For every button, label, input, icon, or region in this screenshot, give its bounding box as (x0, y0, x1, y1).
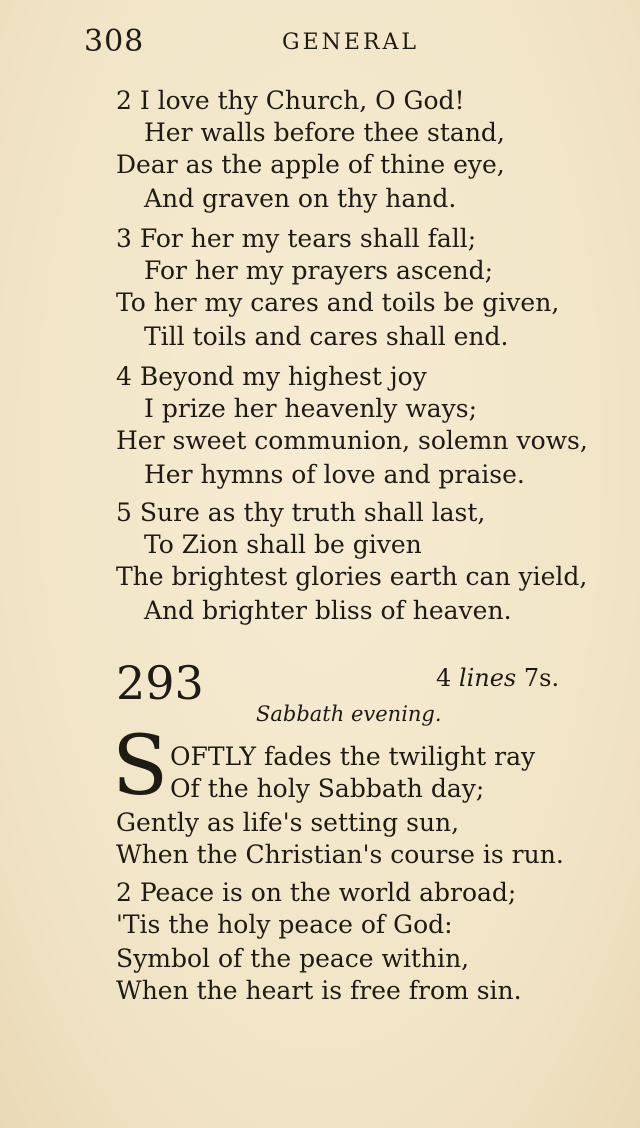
verse-line: Her sweet communion, solemn vows, (116, 426, 588, 455)
verse-line: 2 I love thy Church, O God! (116, 86, 465, 115)
verse-line: 3 For her my tears shall fall; (116, 224, 477, 253)
hymn-meter (436, 664, 559, 692)
verse-line: 'Tis the holy peace of God: (116, 910, 453, 939)
running-head: GENERAL (282, 30, 420, 55)
verse-line: Her walls before thee stand, (144, 118, 505, 147)
verse-line: The brightest glories earth can yield, (116, 562, 588, 591)
verse-line: And brighter bliss of heaven. (144, 596, 512, 625)
drop-cap: S (112, 719, 169, 814)
verse-line: For her my prayers ascend; (144, 256, 494, 285)
verse-line: OFTLY fades the twilight ray (170, 742, 536, 771)
verse-line: Symbol of the peace within, (116, 944, 470, 973)
verse-line: 2 Peace is on the world abroad; (116, 878, 517, 907)
verse-line: To her my cares and toils be given, (116, 288, 560, 317)
verse-line: Till toils and cares shall end. (144, 322, 509, 351)
page-header (84, 24, 564, 64)
hymn-subtitle: Sabbath evening. (256, 702, 442, 726)
verse-line: 5 Sure as thy truth shall last, (116, 498, 486, 527)
hymn-number: 293 (116, 656, 204, 710)
verse-line: Dear as the apple of thine eye, (116, 150, 505, 179)
verse-line: When the Christian's course is run. (116, 840, 564, 869)
verse-line: Of the holy Sabbath day; (170, 774, 485, 803)
verse-line: To Zion shall be given (144, 530, 422, 559)
verse-line: And graven on thy hand. (144, 184, 457, 213)
verse-line: Her hymns of love and praise. (144, 460, 525, 489)
meter-type: 7s. (523, 664, 560, 692)
verse-line: 4 Beyond my highest joy (116, 362, 427, 391)
meter-word: lines (458, 664, 517, 692)
page-number: 308 (84, 24, 145, 59)
verse-line: Gently as life's setting sun, (116, 808, 460, 837)
meter-count: 4 (436, 664, 452, 692)
verse-line: I prize her heavenly ways; (144, 394, 478, 423)
verse-line: When the heart is free from sin. (116, 976, 522, 1005)
